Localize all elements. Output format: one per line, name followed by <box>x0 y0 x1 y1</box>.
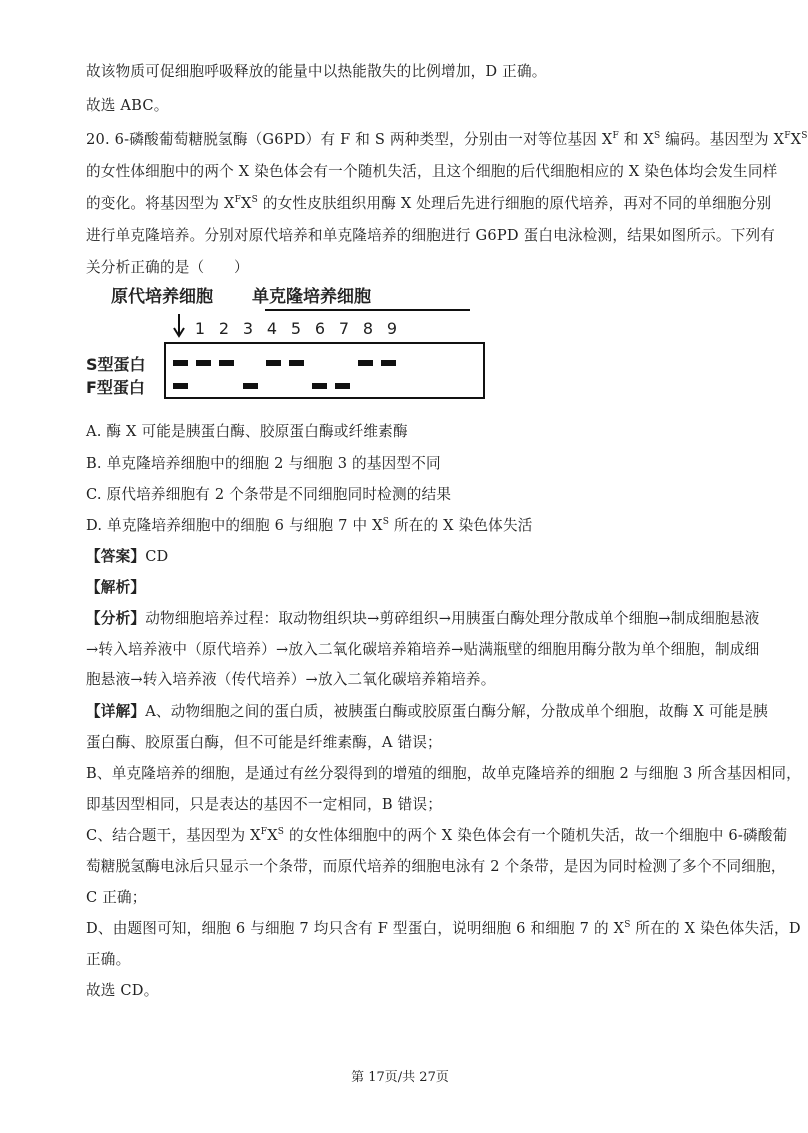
lane-label: 1 <box>194 319 206 338</box>
s-band-lane-2 <box>219 360 234 366</box>
option-d: D. 单克隆培养细胞中的细胞 6 与细胞 7 中 $X^S$ 所在的 X 染色体失活 <box>86 517 533 534</box>
f-protein-label: F型蛋白 <box>86 378 145 397</box>
question-line: 的变化。将基因型为 $X^FX^S$ 的女性皮肤组织用酶 X 处理后先进行细胞的原代培养，再对不同的单细胞分别 <box>86 195 772 212</box>
xiangjie-line: 【详解】A、动物细胞之间的蛋白质，被胰蛋白酶或胶原蛋白酶分解，分散成单个细胞，故酶 X 可能是胰 <box>86 703 768 720</box>
xiangjie-line: 即基因型相同，只是表达的基因不一定相同，B 错误； <box>86 796 443 813</box>
text-line: 故该物质可促细胞呼吸释放的能量中以热能散失的比例增加，D 正确。 <box>86 63 547 80</box>
primary-culture-title: 原代培养细胞 <box>111 287 213 307</box>
gel-box <box>164 342 485 399</box>
fenxi-line: 胞悬液→转入培养液（传代培养）→放入二氧化碳培养箱培养。 <box>86 671 496 688</box>
xiangjie-line: 萄糖脱氢酶电泳后只显示一个条带，而原代培养的细胞电泳有 2 个条带，是因为同时检测了多个不同细胞， <box>86 858 786 875</box>
text-line: 故选 ABC。 <box>86 97 169 114</box>
lane-label: 8 <box>362 319 374 338</box>
s-protein-label: S型蛋白 <box>86 355 146 374</box>
s-band-lane-9 <box>381 360 396 366</box>
lane-label: 5 <box>290 319 302 338</box>
f-band-primary <box>173 383 188 389</box>
f-band-lane-7 <box>335 383 350 389</box>
lane-label: 7 <box>338 319 350 338</box>
option-a: A. 酶 X 可能是胰蛋白酶、胶原蛋白酶或纤维素酶 <box>86 423 408 440</box>
f-band-lane-6 <box>312 383 327 389</box>
question-line: 关分析正确的是（ ） <box>86 259 249 276</box>
fenxi-line: 【分析】动物细胞培养过程：取动物组织块→剪碎组织→用胰蛋白酶处理分散成单个细胞→制成细胞悬液 <box>86 610 760 627</box>
lane-label: 2 <box>218 319 230 338</box>
clone-bracket-line <box>265 309 470 311</box>
lane-label: 3 <box>242 319 254 338</box>
s-band-primary <box>173 360 188 366</box>
final-answer: 故选 CD。 <box>86 982 159 999</box>
lane-label: 4 <box>266 319 278 338</box>
lane-label: 6 <box>314 319 326 338</box>
xiangjie-line: C、结合题干，基因型为 $X^FX^S$ 的女性体细胞中的两个 X 染色体会有一个随机失活，故一个细胞中 6-磷酸葡 <box>86 827 788 844</box>
option-c: C. 原代培养细胞有 2 个条带是不同细胞同时检测的结果 <box>86 486 452 503</box>
xiangjie-line: B、单克隆培养的细胞，是通过有丝分裂得到的增殖的细胞，故单克隆培养的细胞 2 与细胞 3 所含基因相同， <box>86 765 801 782</box>
electrophoresis-figure <box>86 282 416 402</box>
analysis-label: 【解析】 <box>86 579 146 596</box>
question-line: 进行单克隆培养。分别对原代培养和单克隆培养的细胞进行 G6PD 蛋白电泳检测，结果如图所示。下列有 <box>86 227 776 244</box>
s-band-lane-1 <box>196 360 211 366</box>
s-band-lane-4 <box>266 360 281 366</box>
xiangjie-line: C 正确； <box>86 889 147 906</box>
s-band-lane-5 <box>289 360 304 366</box>
clone-culture-title: 单克隆培养细胞 <box>252 287 371 307</box>
down-arrow-icon <box>173 314 185 338</box>
question-line: 20. 6-磷酸葡萄糖脱氢酶（G6PD）有 F 和 S 两种类型，分别由一对等位基因 $X^F$ 和 $X^S$ 编码。基因型为 $X^FX^S$ <box>86 131 808 148</box>
fenxi-line: →转入培养液中（原代培养）→放入二氧化碳培养箱培养→贴满瓶壁的细胞用酶分散为单个细胞，制成细 <box>86 641 760 658</box>
answer-line: 【答案】CD <box>86 548 169 565</box>
page-footer: 第 17页/共 27页 <box>351 1070 449 1085</box>
f-band-lane-3 <box>243 383 258 389</box>
xiangjie-line: D、由题图可知，细胞 6 与细胞 7 均只含有 F 型蛋白，说明细胞 6 和细胞 7 的 $X^S$ 所在的 X 染色体失活，D <box>86 920 801 937</box>
s-band-lane-8 <box>358 360 373 366</box>
lane-label: 9 <box>386 319 398 338</box>
option-b: B. 单克隆培养细胞中的细胞 2 与细胞 3 的基因型不同 <box>86 455 441 472</box>
xiangjie-line: 正确。 <box>86 951 131 968</box>
xiangjie-line: 蛋白酶、胶原蛋白酶，但不可能是纤维素酶，A 错误； <box>86 734 442 751</box>
question-line: 的女性体细胞中的两个 X 染色体会有一个随机失活，且这个细胞的后代细胞相应的 X 染色体均会发生同样 <box>86 163 778 180</box>
